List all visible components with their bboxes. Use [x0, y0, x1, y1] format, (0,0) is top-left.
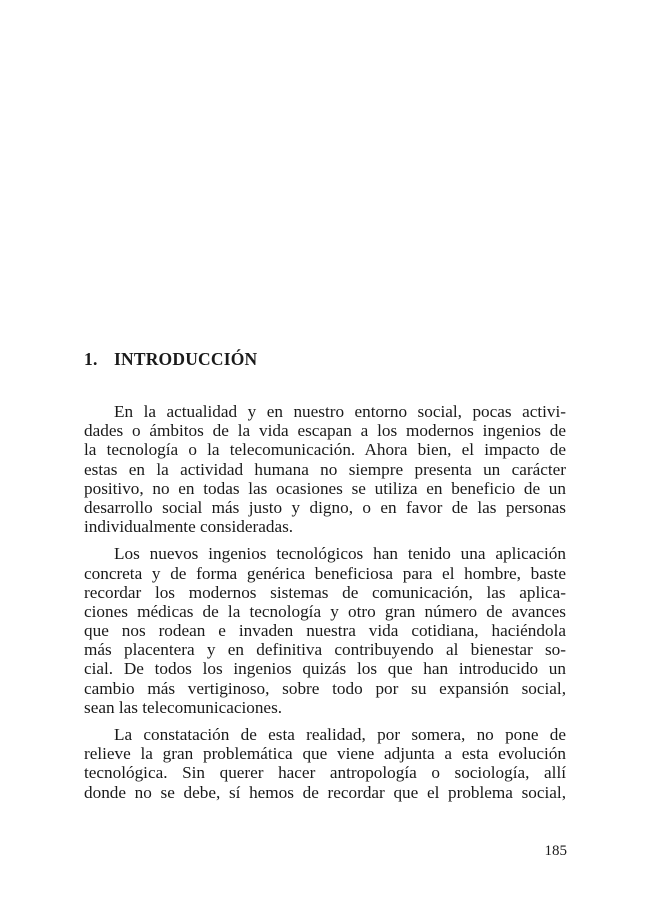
- page-number: 185: [544, 843, 567, 859]
- text-line: desarrollo social más justo y digno, o en favor de las personas: [84, 497, 566, 517]
- text-line: La constatación de esta realidad, por somera, no pone de: [114, 725, 566, 744]
- body-text: [84, 402, 566, 810]
- text-line: más placentera y en definitiva contribuyendo al bienestar so-: [84, 640, 566, 660]
- section-heading: [84, 349, 257, 370]
- text-line: relieve la gran problemática que viene adjunta a esta evolución: [84, 744, 566, 764]
- text-line: cambio más vertiginoso, sobre todo por su expansión social,: [84, 678, 566, 698]
- text-line: En la actualidad y en nuestro entorno social, pocas activi-: [114, 402, 566, 421]
- text-line: dades o ámbitos de la vida escapan a los modernos ingenios de: [84, 421, 566, 441]
- text-line: la tecnología o la telecomunicación. Ahora bien, el impacto de: [84, 440, 566, 460]
- paragraph-1: [84, 402, 566, 536]
- text-line: Los nuevos ingenios tecnológicos han tenido una aplicación: [114, 544, 566, 564]
- paragraph-3: [84, 725, 566, 802]
- text-line: recordar los modernos sistemas de comunicación, las aplica-: [84, 582, 566, 602]
- text-line: donde no se debe, sí hemos de recordar que el problema social,: [84, 782, 566, 802]
- text-line: que nos rodean e invaden nuestra vida cotidiana, haciéndola: [84, 621, 566, 641]
- paragraph-2: [84, 544, 566, 717]
- text-line: concreta y de forma genérica beneficiosa para el hombre, baste: [84, 563, 566, 583]
- text-line: individualmente consideradas.: [84, 517, 294, 537]
- section-number: 1.: [84, 349, 98, 369]
- section-title: INTRODUCCIÓN: [114, 349, 258, 369]
- text-line: ciones médicas de la tecnología y otro gran número de avances: [84, 601, 566, 621]
- text-line: positivo, no en todas las ocasiones se utiliza en beneficio de un: [84, 478, 566, 498]
- text-line: cial. De todos los ingenios quizás los que han introducido un: [84, 659, 566, 679]
- text-line: sean las telecomunicaciones.: [84, 697, 283, 717]
- text-line: estas en la actividad humana no siempre presenta un carácter: [84, 459, 566, 479]
- text-line: tecnológica. Sin querer hacer antropología o sociología, allí: [84, 763, 566, 783]
